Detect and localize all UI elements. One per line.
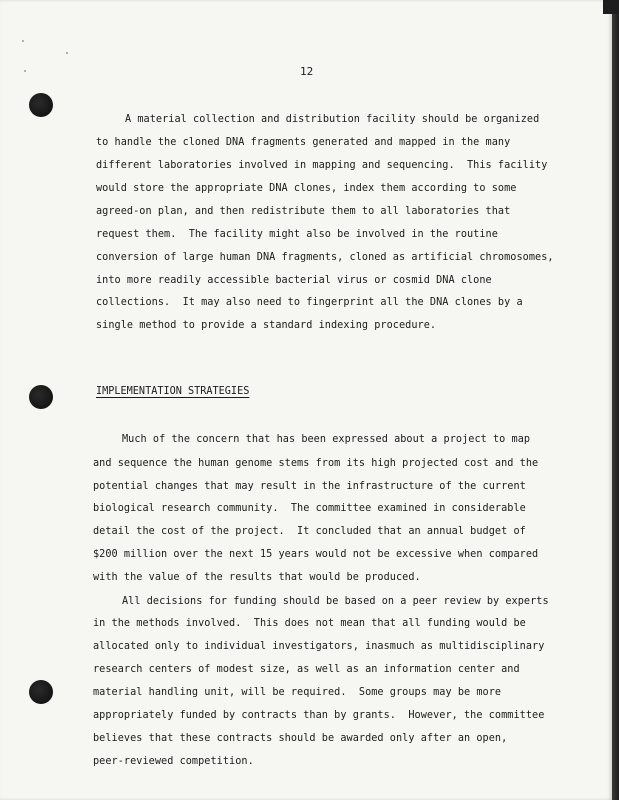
section-heading: IMPLEMENTATION STRATEGIES (96, 386, 250, 397)
paragraph-2-line-7: with the value of the results that would be produced. (93, 572, 421, 583)
page-edge-shadow (612, 0, 619, 800)
scanner-corner (603, 0, 619, 14)
punch-hole-bottom (29, 680, 53, 704)
paragraph-1-line-7: conversion of large human DNA fragments, cloned as artificial chromosomes, (96, 252, 554, 263)
paragraph-1-line-9: collections. It may also need to fingerprint all the DNA clones by a (96, 297, 523, 308)
paragraph-2-line-6: $200 million over the next 15 years would not be excessive when compared (93, 549, 539, 560)
punch-hole-middle (29, 385, 53, 409)
paragraph-1-line-6: request them. The facility might also be involved in the routine (96, 229, 498, 240)
paragraph-3-line-4: research centers of modest size, as well as an information center and (93, 664, 520, 675)
paragraph-1-line-2: to handle the cloned DNA fragments generated and mapped in the many (96, 137, 511, 148)
paragraph-3-line-2: in the methods involved. This does not mean that all funding would be (93, 618, 526, 629)
paragraph-3-line-5: material handling unit, will be required. Some groups may be more (93, 687, 502, 698)
paragraph-3-line-6: appropriately funded by contracts than by grants. However, the committee (93, 710, 545, 721)
paragraph-2-line-1: Much of the concern that has been expressed about a project to map (122, 434, 531, 445)
page-number: 12 (300, 65, 314, 78)
paper-speck (24, 70, 26, 72)
paper-speck (22, 40, 24, 42)
paragraph-2-line-2: and sequence the human genome stems from its high projected cost and the (93, 458, 539, 469)
paragraph-1-line-5: agreed-on plan, and then redistribute them to all laboratories that (96, 206, 511, 217)
paper-speck (66, 52, 68, 54)
paragraph-1-line-4: would store the appropriate DNA clones, index them according to some (96, 183, 517, 194)
paragraph-2-line-4: biological research community. The committee examined in considerable (93, 503, 526, 514)
paragraph-3-line-8: peer-reviewed competition. (93, 756, 254, 767)
punch-hole-top (29, 93, 53, 117)
paragraph-3-line-1: All decisions for funding should be based on a peer review by experts (122, 596, 549, 607)
paragraph-3-line-7: believes that these contracts should be awarded only after an open, (93, 733, 508, 744)
paragraph-2-line-3: potential changes that may result in the infrastructure of the current (93, 481, 526, 492)
paragraph-1-line-10: single method to provide a standard indexing procedure. (96, 320, 437, 331)
paragraph-1-line-8: into more readily accessible bacterial virus or cosmid DNA clone (96, 275, 492, 286)
paragraph-1-line-1: A material collection and distribution facility should be organized (125, 114, 540, 125)
paragraph-2-line-5: detail the cost of the project. It concluded that an annual budget of (93, 526, 526, 537)
paragraph-1-line-3: different laboratories involved in mapping and sequencing. This facility (96, 160, 548, 171)
paragraph-3-line-3: allocated only to individual investigators, inasmuch as multidisciplinary (93, 641, 545, 652)
